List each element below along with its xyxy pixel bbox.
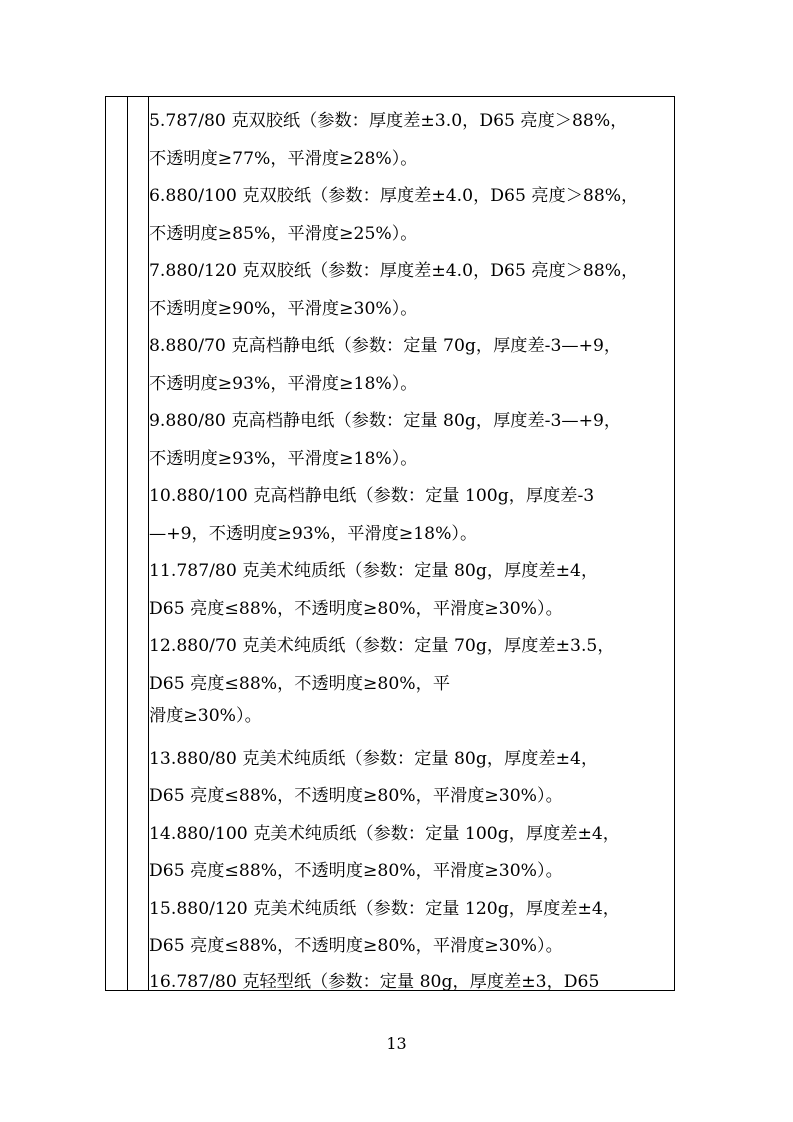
spec-line: 11.787/80 克美术纯质纸（参数：定量 80g，厚度差±4， xyxy=(149,561,599,581)
spec-line: 16.787/80 克轻型纸（参数：定量 80g，厚度差±3，D65 xyxy=(149,972,600,990)
spec-line: 13.880/80 克美术纯质纸（参数：定量 80g，厚度差±4， xyxy=(149,749,599,769)
spec-line: 不透明度≥85%，平滑度≥25%）。 xyxy=(149,224,418,244)
spec-line: 6.880/100 克双胶纸（参数：厚度差±4.0，D65 亮度＞88%， xyxy=(149,186,639,206)
spec-line: 8.880/70 克高档静电纸（参数：定量 70g，厚度差-3—+9， xyxy=(149,336,622,356)
spec-line: 10.880/100 克高档静电纸（参数：定量 100g，厚度差-3 xyxy=(149,486,595,506)
spec-line: 15.880/120 克美术纯质纸（参数：定量 120g，厚度差±4， xyxy=(149,899,620,919)
spec-line: 不透明度≥93%，平滑度≥18%）。 xyxy=(149,374,418,394)
spec-line: 不透明度≥90%，平滑度≥30%）。 xyxy=(149,299,418,319)
table-column-divider xyxy=(127,97,128,990)
spec-content-cell xyxy=(149,97,674,990)
spec-table xyxy=(105,96,675,991)
spec-line: D65 亮度≤88%，不透明度≥80%，平 xyxy=(149,674,451,694)
spec-line: 9.880/80 克高档静电纸（参数：定量 80g，厚度差-3—+9， xyxy=(149,411,622,431)
spec-line: 14.880/100 克美术纯质纸（参数：定量 100g，厚度差±4， xyxy=(149,824,620,844)
spec-line: —+9，不透明度≥93%，平滑度≥18%）。 xyxy=(149,524,478,544)
spec-line: D65 亮度≤88%，不透明度≥80%，平滑度≥30%）。 xyxy=(149,861,563,881)
spec-line: 12.880/70 克美术纯质纸（参数：定量 70g，厚度差±3.5， xyxy=(149,636,615,656)
spec-line: 滑度≥30%）。 xyxy=(149,706,262,726)
spec-line: D65 亮度≤88%，不透明度≥80%，平滑度≥30%）。 xyxy=(149,936,563,956)
spec-line: 7.880/120 克双胶纸（参数：厚度差±4.0，D65 亮度＞88%， xyxy=(149,261,639,281)
page-number: 13 xyxy=(386,1034,407,1053)
spec-line: D65 亮度≤88%，不透明度≥80%，平滑度≥30%）。 xyxy=(149,786,563,806)
spec-line: 不透明度≥93%，平滑度≥18%）。 xyxy=(149,449,418,469)
spec-line: 5.787/80 克双胶纸（参数：厚度差±3.0，D65 亮度＞88%， xyxy=(149,111,628,131)
spec-line: D65 亮度≤88%，不透明度≥80%，平滑度≥30%）。 xyxy=(149,599,563,619)
spec-line: 不透明度≥77%，平滑度≥28%）。 xyxy=(149,149,418,169)
